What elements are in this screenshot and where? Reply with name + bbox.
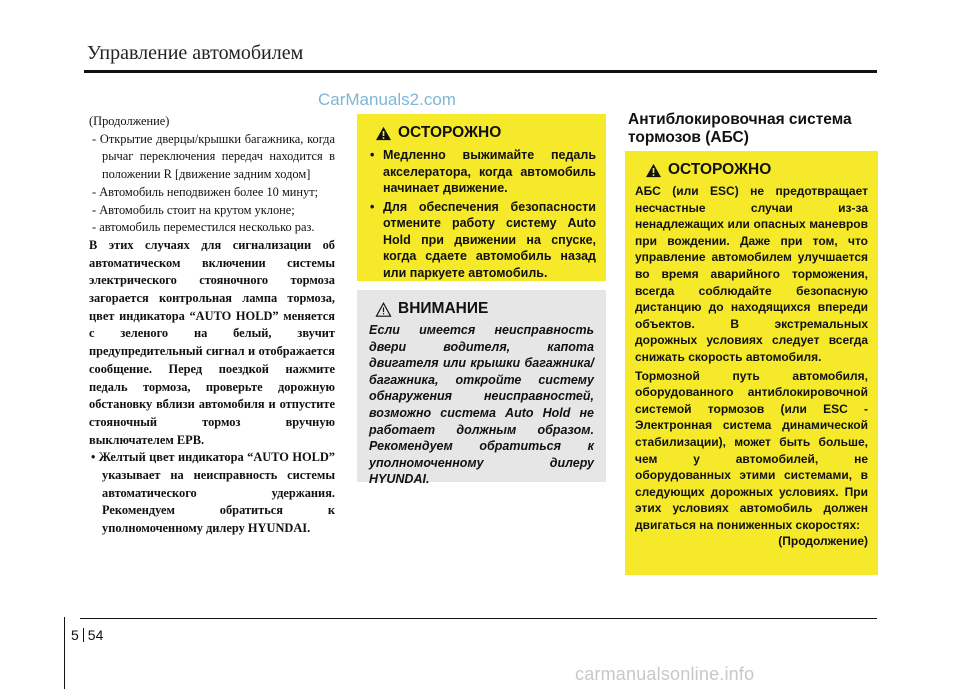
warning-box-abs [625,151,878,575]
abs-warning-title: ОСТОРОЖНО [668,161,772,178]
watermark-bottom[interactable]: carmanualsonline.info [575,664,755,684]
condition-item-1: - Открытие дверцы/крышки багажника, когда рычаг переключения передач находится в положении R [движение задним ходом] [92,131,335,182]
abs-warning-para-1: АБС (или ESC) не предотвращает несчастные случаи из-за ненадлежащих или опасных маневров при вождении. Даже при том, что управление автомобилем улучшается во время аварийного торможения, всегда соблюдайте безопасную дистанцию до находящихся впереди объектов. В экстремальных дорожных условиях следует всегда снижать скорость автомобиля. [635,184,868,364]
epb-paragraph: В этих случаях для сигнализации об автоматическом включении системы электрического стояночного тормоза загорается контрольная лампа тормоза, цвет индикатора “AUTO HOLD” меняется с зеленого на белый, звучит предупредительный сигнал и отображается сообщение. Перед поездкой нажмите педаль тормоза, проверьте дорожную обстановку вблизи автомобиля и отпустите стояночный тормоз вручную выключателем EPB. [89,237,335,447]
caution-text: Если имеется неисправность двери водителя, капота двигателя или крышки багажника/багажника, откройте систему обнаружения неисправностей, возможно система Auto Hold не работает должным образом. Рекомендуем обратиться к уполномоченному дилеру HYUNDAI. [369,323,594,487]
page-number [71,627,103,643]
warning-item-2: • Для обеспечения безопасности отмените работу систему Auto Hold при движении на спуске, когда сдаете автомобиль назад или паркуете автомобиль. [369,199,596,282]
auto-hold-bullet-text: Желтый цвет индикатора “AUTO HOLD” указывает на неисправность системы автоматического удержания. Рекомендуем обратиться к уполномоченному дилеру HYUNDAI. [98,450,336,536]
warning-item-1: • Медленно выжимайте педаль акселератора, когда автомобиль начинает движение. [369,147,596,197]
abs-continued-label: (Продолжение) [778,534,868,549]
warning-triangle-icon [645,163,662,178]
section-title: Антиблокировочная система тормозов (АБС) [628,111,852,146]
abs-warning-para-2: Тормозной путь автомобиля, оборудованного антиблокировочной системой тормозов (или ESC - Электронная система динамической стабилизации), может быть больше, чем у автомобилей, не оборудованных этими системами, в следующих дорожных условиях. При этих условиях автомобиль должен двигаться на пониженных скоростях: [635,368,868,532]
page-number-value: 54 [87,627,104,643]
caution-box [357,290,606,487]
footer-vertical-rule [64,617,65,689]
abs-warning-header [635,161,868,179]
auto-hold-bullet [85,449,335,538]
header-rule [84,70,877,73]
left-column [85,113,335,538]
caution-box-header [369,300,594,318]
condition-item-2: - Автомобиль неподвижен более 10 минут; [92,184,319,199]
bullet-dot: • [91,450,99,465]
continued-label: (Продолжение) [89,114,170,128]
page-number-separator [83,628,84,642]
warning-box-header [369,124,596,142]
condition-item-4: - автомобиль переместился несколько раз. [92,220,315,235]
caution-title: ВНИМАНИЕ [398,300,489,317]
chapter-number: 5 [71,627,79,643]
warning-box-auto-hold [357,114,606,281]
warning-title: ОСТОРОЖНО [398,124,502,141]
watermark-top[interactable]: CarManuals2.com [318,90,456,109]
condition-item-3: - Автомобиль стоит на крутом уклоне; [92,202,295,217]
caution-triangle-icon [375,302,392,317]
header-title: Управление автомобилем [87,42,304,64]
footer-horizontal-rule [80,618,877,619]
warning-list [369,147,596,281]
warning-triangle-icon [375,126,392,141]
